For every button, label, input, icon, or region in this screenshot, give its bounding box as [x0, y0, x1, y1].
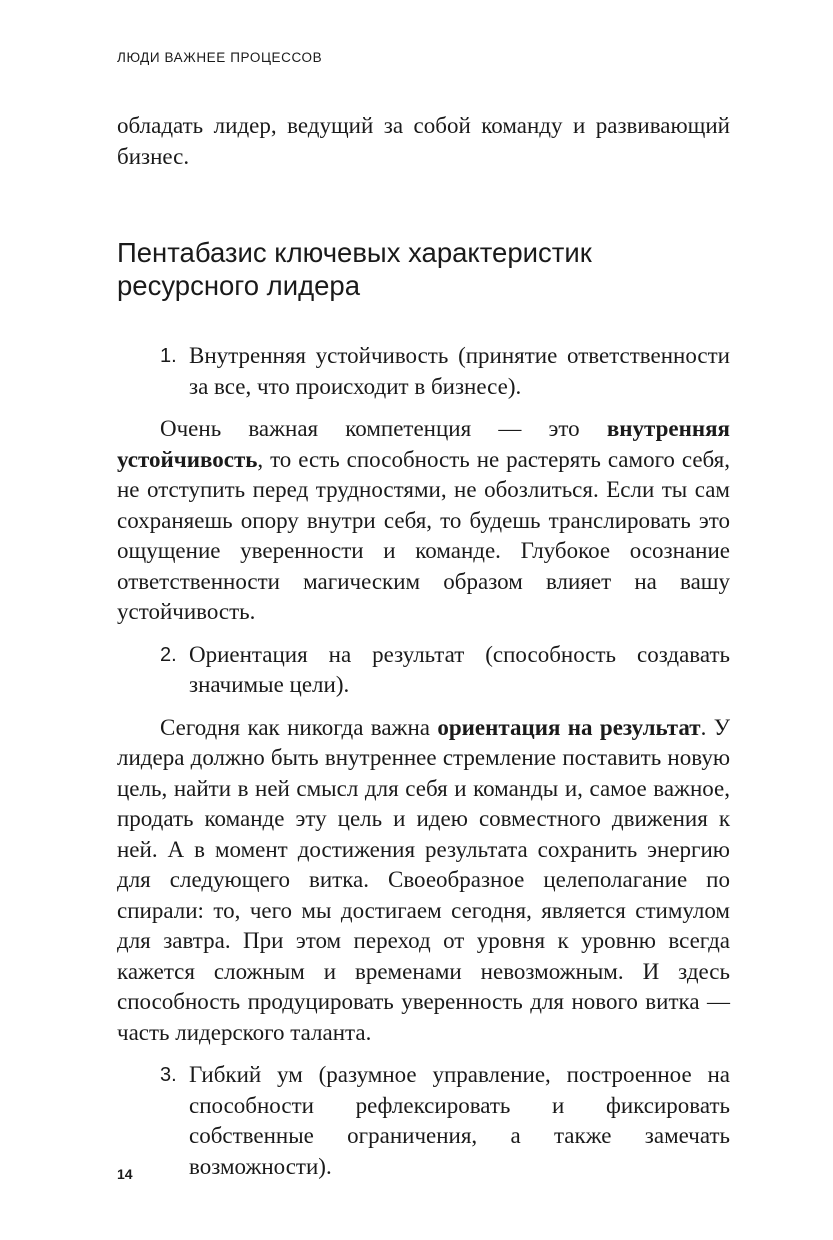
paragraph-1-start: Очень важная компетенция — это: [160, 416, 607, 441]
paragraph-1-bold: внутренняя устойчивость: [117, 416, 730, 472]
list-item-3: [117, 1060, 730, 1182]
paragraph-2-rest: . У лидера должно быть внутреннее стремление поставить новую цель, найти в ней смысл для себя и команды и, самое важное, продать команде эту цель и идею совместного движения к ней. А в момент достижения результата сохранить энергию для следующего витка. Своеобразное целеполагание по спирали: то, чего мы достигаем сегодня, является стимулом для завтра. При этом переход от уровня к уровню всегда кажется сложным и временами невозможным. И здесь способность продуцировать уверенность для нового витка — часть лидерского таланта.: [117, 714, 730, 1045]
paragraph-2-start: Сегодня как никогда важна: [160, 714, 438, 740]
list-title-3: Гибкий ум (разумное управление, построенное на способности рефлексировать и фиксировать собственные ограничения, а также замечать возможности).: [189, 1062, 730, 1179]
page-number: 14: [117, 1166, 133, 1182]
list-number-3: 3.: [160, 1064, 177, 1086]
list-title-1: Внутренняя устойчивость (принятие ответственности за все, что происходит в бизнесе).: [189, 343, 730, 399]
paragraph-1-rest: , то есть способность не растерять самого себя, не отступить перед трудностями, не обозлиться. Если ты сам сохраняешь опору внутри себя, то будешь транслировать это ощущение уверенности и команде. Глубокое осознание ответственности магическим образом влияет на вашу устойчивость.: [117, 446, 730, 624]
list-number-1: 1.: [160, 345, 177, 367]
page-body: [117, 111, 730, 1182]
paragraph-2: [117, 713, 730, 1049]
paragraph-1: [117, 414, 730, 628]
list-item-2: [117, 640, 730, 701]
list-item-1: [117, 341, 730, 402]
paragraph-2-bold: ориентация на результат: [437, 714, 701, 740]
section-heading: Пентабазис ключевых характеристик ресурсного лидера: [117, 237, 592, 301]
running-head: ЛЮДИ ВАЖНЕЕ ПРОЦЕССОВ: [117, 50, 323, 65]
list-title-2: Ориентация на результат (способность создавать значимые цели).: [189, 641, 730, 697]
intro-paragraph: обладать лидер, ведущий за собой команду и развивающий бизнес.: [117, 113, 730, 169]
list-number-2: 2.: [160, 643, 177, 666]
